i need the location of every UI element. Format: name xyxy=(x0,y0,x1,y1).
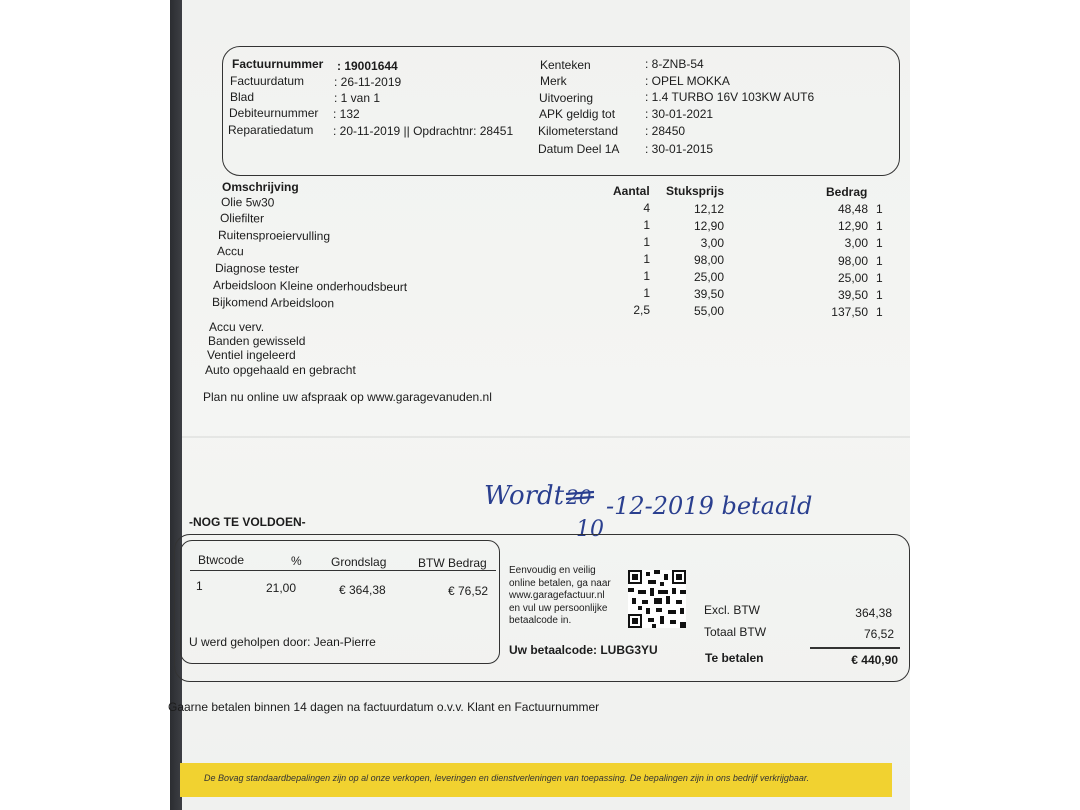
note-line: Accu verv. xyxy=(209,320,265,334)
online-pay-line: en vul uw persoonlijke xyxy=(509,602,608,614)
table-row-quantity: 1 xyxy=(643,286,650,300)
value-reparatiedatum: : 20-11-2019 || Opdrachtnr: 28451 xyxy=(333,124,514,138)
payment-terms: Gaarne betalen binnen 14 dagen na factuurdatum o.v.v. Klant en Factuurnummer xyxy=(168,700,600,714)
table-row-code: 1 xyxy=(876,254,883,268)
value-kenteken: : 8-ZNB-54 xyxy=(645,57,704,71)
label-merk: Merk xyxy=(540,74,567,88)
label-blad: Blad xyxy=(230,90,255,104)
table-row-quantity: 2,5 xyxy=(633,303,650,317)
value-kilometerstand: : 28450 xyxy=(645,124,686,138)
note-line: Ventiel ingeleerd xyxy=(207,348,296,362)
table-row-quantity: 1 xyxy=(643,218,650,232)
note-line: Banden gewisseld xyxy=(208,334,306,348)
online-pay-line: Eenvoudig en veilig xyxy=(509,565,596,576)
vat-row-amount: € 76,52 xyxy=(448,584,489,598)
header-omschrijving: Omschrijving xyxy=(222,180,299,194)
summary-divider xyxy=(810,647,900,649)
online-pay-line: www.garagefactuur.nl xyxy=(509,590,605,601)
table-row-amount: 48,48 xyxy=(837,202,868,216)
handwritten-date-paid: -12-2019 betaald xyxy=(606,492,813,520)
vat-row-base: € 364,38 xyxy=(339,583,386,597)
label-reparatiedatum: Reparatiedatum xyxy=(228,123,314,137)
handwritten-day: 10 xyxy=(576,517,604,542)
due-heading: -NOG TE VOLDOEN- xyxy=(189,515,306,529)
value-datum-deel: : 30-01-2015 xyxy=(645,142,714,156)
table-row-code: 1 xyxy=(876,271,883,285)
note-line: Auto opgehaald en gebracht xyxy=(205,363,356,377)
header-bedrag: Bedrag xyxy=(826,185,868,199)
table-row-unit-price: 12,12 xyxy=(693,202,724,216)
table-row-description: Oliefilter xyxy=(219,211,265,226)
vat-row-code: 1 xyxy=(196,579,203,593)
table-row-unit-price: 12,90 xyxy=(693,219,724,233)
value-merk: : OPEL MOKKA xyxy=(645,74,730,88)
handwritten-word: Wordt xyxy=(484,481,565,511)
table-row-code: 1 xyxy=(876,219,883,233)
table-row-amount: 39,50 xyxy=(837,288,868,302)
table-row-unit-price: 98,00 xyxy=(693,253,724,267)
value-factuurdatum: : 26-11-2019 xyxy=(334,75,402,89)
table-row-code: 1 xyxy=(876,305,883,319)
header-stuksprijs: Stuksprijs xyxy=(666,184,725,198)
table-row-unit-price: 25,00 xyxy=(693,270,724,284)
summary-total-value: € 440,90 xyxy=(851,653,898,667)
label-factuurnummer: Factuurnummer xyxy=(232,57,324,71)
summary-btw-value: 76,52 xyxy=(863,627,894,641)
table-row-code: 1 xyxy=(876,236,883,250)
footer-text: De Bovag standaardbepalingen zijn op al onze verkopen, leveringen en dienstverleningen van toepassing. De bepalingen zijn in ons bedrijf verkrijgbaar. xyxy=(204,773,810,783)
table-row-amount: 98,00 xyxy=(837,254,868,268)
table-row-unit-price: 39,50 xyxy=(693,287,724,301)
table-row-code: 1 xyxy=(876,288,883,302)
label-debiteurnummer: Debiteurnummer xyxy=(229,106,319,120)
table-row-quantity: 1 xyxy=(643,235,650,249)
table-row-amount: 12,90 xyxy=(837,219,868,233)
label-factuurdatum: Factuurdatum xyxy=(230,74,305,88)
table-row-amount: 3,00 xyxy=(844,236,868,250)
table-row-quantity: 1 xyxy=(643,269,650,283)
summary-excl-label: Excl. BTW xyxy=(704,603,760,617)
online-pay-line: betaalcode in. xyxy=(509,615,572,626)
online-appointment-note: Plan nu online uw afspraak op www.garagevanuden.nl xyxy=(203,390,492,404)
value-debiteurnummer: : 132 xyxy=(333,107,360,121)
table-row-amount: 25,00 xyxy=(837,271,868,285)
value-factuurnummer: : 19001644 xyxy=(337,59,398,73)
label-uitvoering: Uitvoering xyxy=(539,91,594,105)
table-row-description: Bijkomend Arbeidsloon xyxy=(211,295,335,311)
vat-header-percent: % xyxy=(291,554,302,568)
qr-code-icon xyxy=(628,570,686,628)
label-apk: APK geldig tot xyxy=(539,107,616,121)
table-row-unit-price: 3,00 xyxy=(700,236,724,250)
table-row-code: 1 xyxy=(876,202,883,216)
helped-by: U werd geholpen door: Jean-Pierre xyxy=(189,635,376,649)
summary-excl-value: 364,38 xyxy=(855,606,892,620)
online-pay-text xyxy=(509,565,611,628)
online-pay-line: online betalen, ga naar xyxy=(509,577,611,589)
value-apk: : 30-01-2021 xyxy=(645,107,714,121)
handwritten-note xyxy=(480,472,860,542)
value-uitvoering: : 1.4 TURBO 16V 103KW AUT6 xyxy=(645,90,815,104)
table-row-unit-price: 55,00 xyxy=(693,304,724,318)
summary-total-label: Te betalen xyxy=(705,651,764,665)
table-row-description: Ruitensproeiervulling xyxy=(217,228,331,244)
table-row-description: Olie 5w30 xyxy=(220,195,275,210)
payment-code: Uw betaalcode: LUBG3YU xyxy=(509,643,658,657)
label-kilometerstand: Kilometerstand xyxy=(538,124,619,138)
table-row-quantity: 4 xyxy=(643,201,650,215)
table-row-amount: 137,50 xyxy=(831,305,868,319)
vat-row-percent: 21,00 xyxy=(266,581,297,595)
dark-edge xyxy=(170,0,182,810)
vat-header-code: Btwcode xyxy=(198,553,245,567)
vat-header-base: Grondslag xyxy=(331,555,387,569)
paper-fold xyxy=(180,436,910,438)
handwritten-struck-day: 20 xyxy=(566,485,592,509)
summary-btw-label: Totaal BTW xyxy=(704,625,767,639)
table-row-quantity: 1 xyxy=(643,252,650,266)
table-row-description: Arbeidsloon Kleine onderhoudsbeurt xyxy=(212,278,408,295)
label-datum-deel: Datum Deel 1A xyxy=(538,142,620,156)
header-aantal: Aantal xyxy=(613,184,650,198)
table-row-description: Diagnose tester xyxy=(214,261,300,276)
table-row-description: Accu xyxy=(216,244,244,259)
background-left xyxy=(0,0,172,810)
label-kenteken: Kenteken xyxy=(540,58,591,72)
value-blad: : 1 van 1 xyxy=(334,91,381,105)
vat-header-amount: BTW Bedrag xyxy=(418,556,487,570)
vat-header-divider xyxy=(190,570,496,571)
